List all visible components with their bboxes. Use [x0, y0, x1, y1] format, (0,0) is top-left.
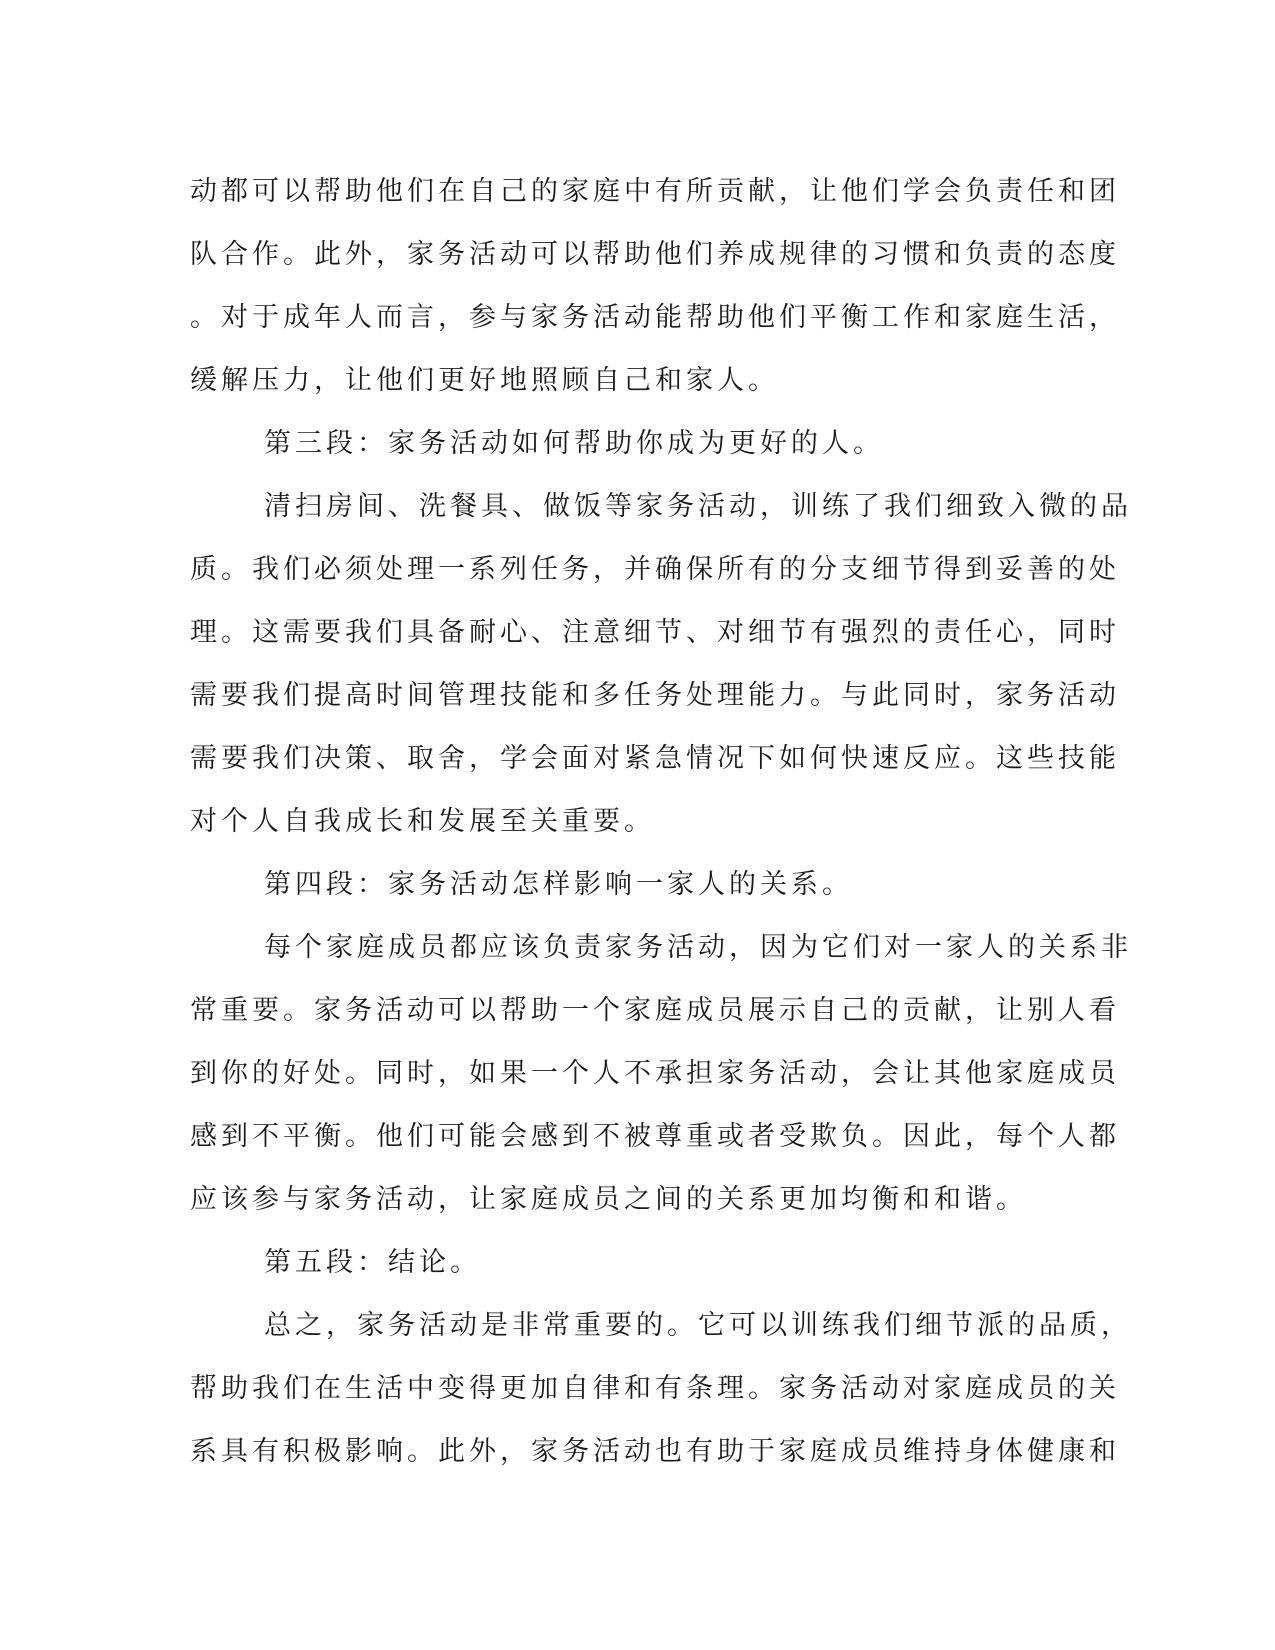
section-heading-4: 第四段：家务活动怎样影响一家人的关系。: [264, 869, 853, 900]
text-line: 到你的好处。同时，如果一个人不承担家务活动，会让其他家庭成员: [190, 1058, 1120, 1089]
text-line: 感到不平衡。他们可能会感到不被尊重或者受欺负。因此，每个人都: [190, 1121, 1120, 1152]
text-line: 系具有积极影响。此外，家务活动也有助于家庭成员维持身体健康和: [190, 1436, 1120, 1467]
text-line: 动都可以帮助他们在自己的家庭中有所贡献，让他们学会负责任和团: [190, 176, 1120, 207]
text-line: 对个人自我成长和发展至关重要。: [190, 806, 655, 837]
section-heading-3: 第三段：家务活动如何帮助你成为更好的人。: [264, 428, 884, 459]
section-heading-5: 第五段：结论。: [264, 1247, 481, 1278]
text-line: 需要我们提高时间管理技能和多任务处理能力。与此同时，家务活动: [190, 680, 1120, 711]
text-line: 缓解压力，让他们更好地照顾自己和家人。: [190, 365, 779, 396]
document-body: [190, 160, 1132, 1483]
text-line: 总之，家务活动是非常重要的。它可以训练我们细节派的品质，: [264, 1310, 1132, 1341]
text-line: 。对于成年人而言，参与家务活动能帮助他们平衡工作和家庭生活，: [190, 302, 1120, 333]
text-line: 理。这需要我们具备耐心、注意细节、对细节有强烈的责任心，同时: [190, 617, 1120, 648]
text-line: 每个家庭成员都应该负责家务活动，因为它们对一家人的关系非: [264, 932, 1132, 963]
text-line: 帮助我们在生活中变得更加自律和有条理。家务活动对家庭成员的关: [190, 1373, 1120, 1404]
text-line: 质。我们必须处理一系列任务，并确保所有的分支细节得到妥善的处: [190, 554, 1120, 585]
text-line: 清扫房间、洗餐具、做饭等家务活动，训练了我们细致入微的品: [264, 491, 1132, 522]
text-line: 常重要。家务活动可以帮助一个家庭成员展示自己的贡献，让别人看: [190, 995, 1120, 1026]
text-line: 应该参与家务活动，让家庭成员之间的关系更加均衡和和谐。: [190, 1184, 1027, 1215]
text-line: 需要我们决策、取舍，学会面对紧急情况下如何快速反应。这些技能: [190, 743, 1120, 774]
text-line: 队合作。此外，家务活动可以帮助他们养成规律的习惯和负责的态度: [190, 239, 1120, 270]
